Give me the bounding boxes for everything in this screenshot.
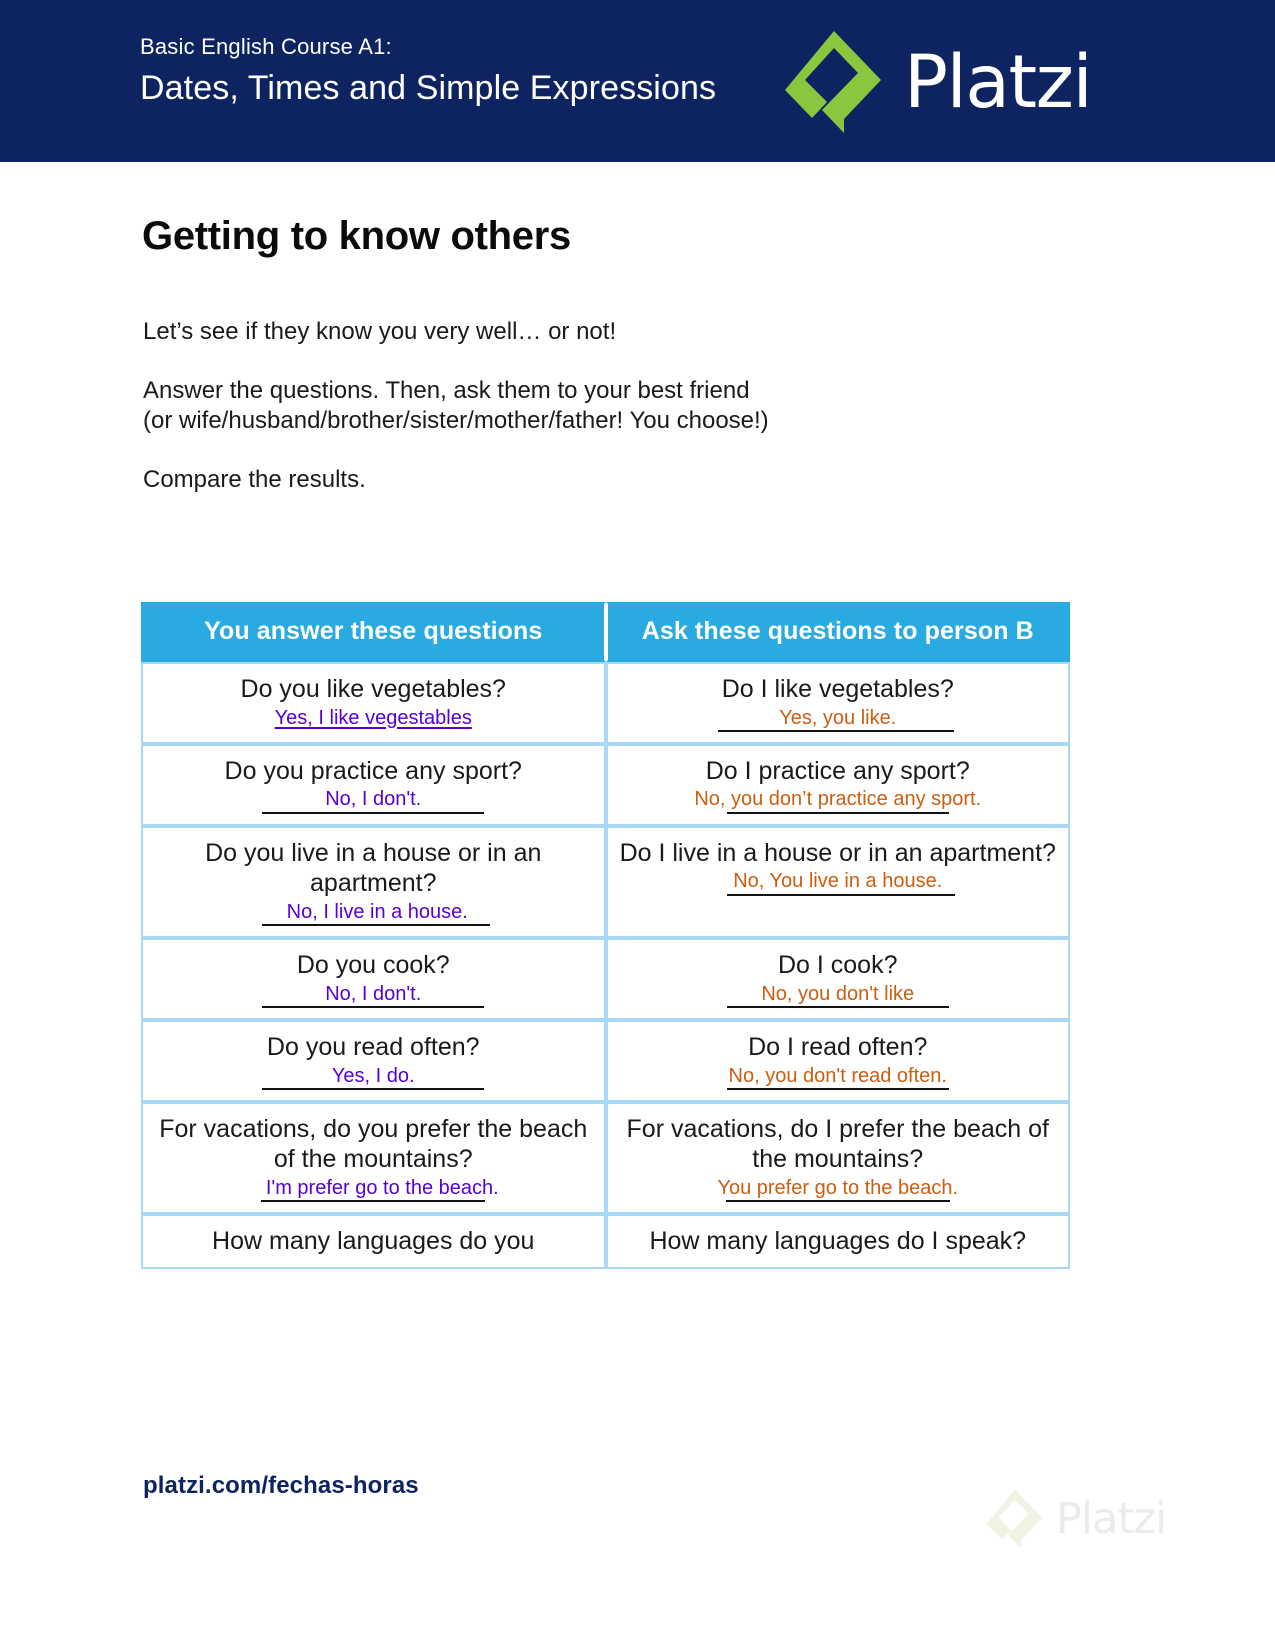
answer-area[interactable] (155, 983, 592, 1008)
answer-rule (262, 924, 490, 926)
page-title: Getting to know others (142, 214, 571, 258)
platzi-watermark (985, 1488, 1166, 1550)
intro-line-2 (143, 376, 1023, 437)
cell-question-right (606, 938, 1071, 1020)
table-row (141, 1102, 1070, 1214)
answer-text[interactable]: No, you don’t practice any sport. (694, 788, 982, 811)
intro-line-2b: (or wife/husband/brother/sister/mother/father! You choose!) (143, 407, 769, 435)
answer-text[interactable]: No, I don't. (325, 788, 422, 811)
cell-question-right (606, 1020, 1071, 1102)
intro-line-3: Compare the results. (143, 466, 366, 494)
intro-line-1: Let’s see if they know you very well… or not! (143, 318, 617, 345)
cell-question-right (606, 826, 1071, 938)
question-text: Do you cook? (296, 951, 450, 980)
question-text: Do you read often? (266, 1033, 480, 1062)
table-row (141, 1214, 1070, 1269)
table-row (141, 744, 1070, 826)
answer-area[interactable] (620, 788, 1057, 813)
course-eyebrow: Basic English Course A1: (140, 34, 392, 59)
answer-rule (727, 894, 955, 896)
intro-line-2a: Answer the questions. Then, ask them to your best friend (143, 376, 750, 404)
banner-title-block (140, 32, 716, 110)
table-body (141, 662, 1070, 1269)
answer-area[interactable] (155, 707, 592, 729)
platzi-wordmark: Platzi (904, 39, 1092, 125)
platzi-diamond-watermark-icon (985, 1488, 1045, 1550)
answer-rule (718, 730, 954, 732)
header-banner (0, 0, 1275, 162)
table-header-row (141, 602, 1070, 662)
answer-text[interactable]: No, You live in a house. (733, 870, 943, 893)
answer-area[interactable] (620, 983, 1057, 1008)
table-row (141, 826, 1070, 938)
answer-area[interactable] (155, 1177, 592, 1202)
table-header (141, 602, 1070, 662)
answer-rule (262, 1006, 484, 1008)
cell-question-right (606, 1102, 1071, 1214)
answer-rule (727, 1006, 949, 1008)
answer-text[interactable]: Yes, you like. (779, 706, 897, 729)
questions-table (141, 602, 1070, 1269)
question-text: How many languages do you (212, 1227, 535, 1256)
question-text: Do I cook? (777, 951, 898, 980)
answer-text[interactable]: No, you don't like (761, 982, 915, 1005)
answer-text[interactable]: No, I don't. (325, 982, 422, 1005)
answer-area[interactable] (155, 1065, 592, 1090)
course-url-link[interactable]: platzi.com/fechas-horas (143, 1472, 419, 1499)
platzi-watermark-text: Platzi (1056, 1493, 1167, 1544)
answer-text[interactable]: No, you don't read often. (728, 1064, 947, 1087)
answer-rule (726, 1200, 950, 1202)
cell-question-right (606, 744, 1071, 826)
answer-area[interactable] (155, 788, 592, 813)
cell-question-left (141, 662, 606, 744)
table-row (141, 1020, 1070, 1102)
cell-question-left (141, 826, 606, 938)
answer-area[interactable] (620, 707, 1057, 732)
table-row (141, 662, 1070, 744)
question-text: For vacations, do I prefer the beach of the mountains? (626, 1114, 1049, 1174)
question-text: Do you practice any sport? (224, 756, 522, 785)
answer-text[interactable]: No, I live in a house. (286, 900, 468, 923)
answer-text[interactable]: You prefer go to the beach. (717, 1176, 959, 1199)
answer-area[interactable] (620, 870, 1057, 895)
column-header-person-b: Ask these questions to person B (606, 602, 1071, 662)
answer-text[interactable]: Yes, I like vegestables (274, 706, 472, 729)
answer-area[interactable] (620, 1177, 1057, 1202)
question-text: Do I live in a house or in an apartment? (619, 838, 1056, 867)
cell-question-left (141, 938, 606, 1020)
platzi-diamond-icon (782, 28, 886, 136)
answer-rule (262, 1088, 484, 1090)
question-text: Do I like vegetables? (721, 675, 954, 703)
question-text: Do you like vegetables? (240, 675, 506, 703)
cell-question-left (141, 1214, 606, 1269)
answer-rule (727, 1088, 949, 1090)
cell-question-left (141, 744, 606, 826)
course-title: Dates, Times and Simple Expressions (140, 68, 717, 107)
cell-question-right (606, 1214, 1071, 1269)
cell-question-right (606, 662, 1071, 744)
answer-area[interactable] (620, 1065, 1057, 1090)
cell-question-left (141, 1102, 606, 1214)
question-text: Do you live in a house or in an apartment? (205, 838, 542, 898)
answer-rule (261, 1200, 485, 1202)
answer-area[interactable] (155, 901, 592, 926)
answer-text[interactable]: Yes, I do. (331, 1064, 415, 1087)
intro-text-block (143, 317, 1023, 496)
answer-text[interactable]: I'm prefer go to the beach. (265, 1176, 499, 1199)
platzi-logo (782, 28, 1091, 136)
answer-rule (262, 812, 484, 814)
answer-rule (727, 812, 949, 814)
cell-question-left (141, 1020, 606, 1102)
table-row (141, 938, 1070, 1020)
question-text: Do I read often? (748, 1033, 928, 1062)
question-text: For vacations, do you prefer the beach of the mountains? (159, 1114, 588, 1174)
question-text: Do I practice any sport? (705, 756, 970, 785)
column-header-you: You answer these questions (141, 602, 606, 662)
question-text: How many languages do I speak? (649, 1227, 1027, 1256)
